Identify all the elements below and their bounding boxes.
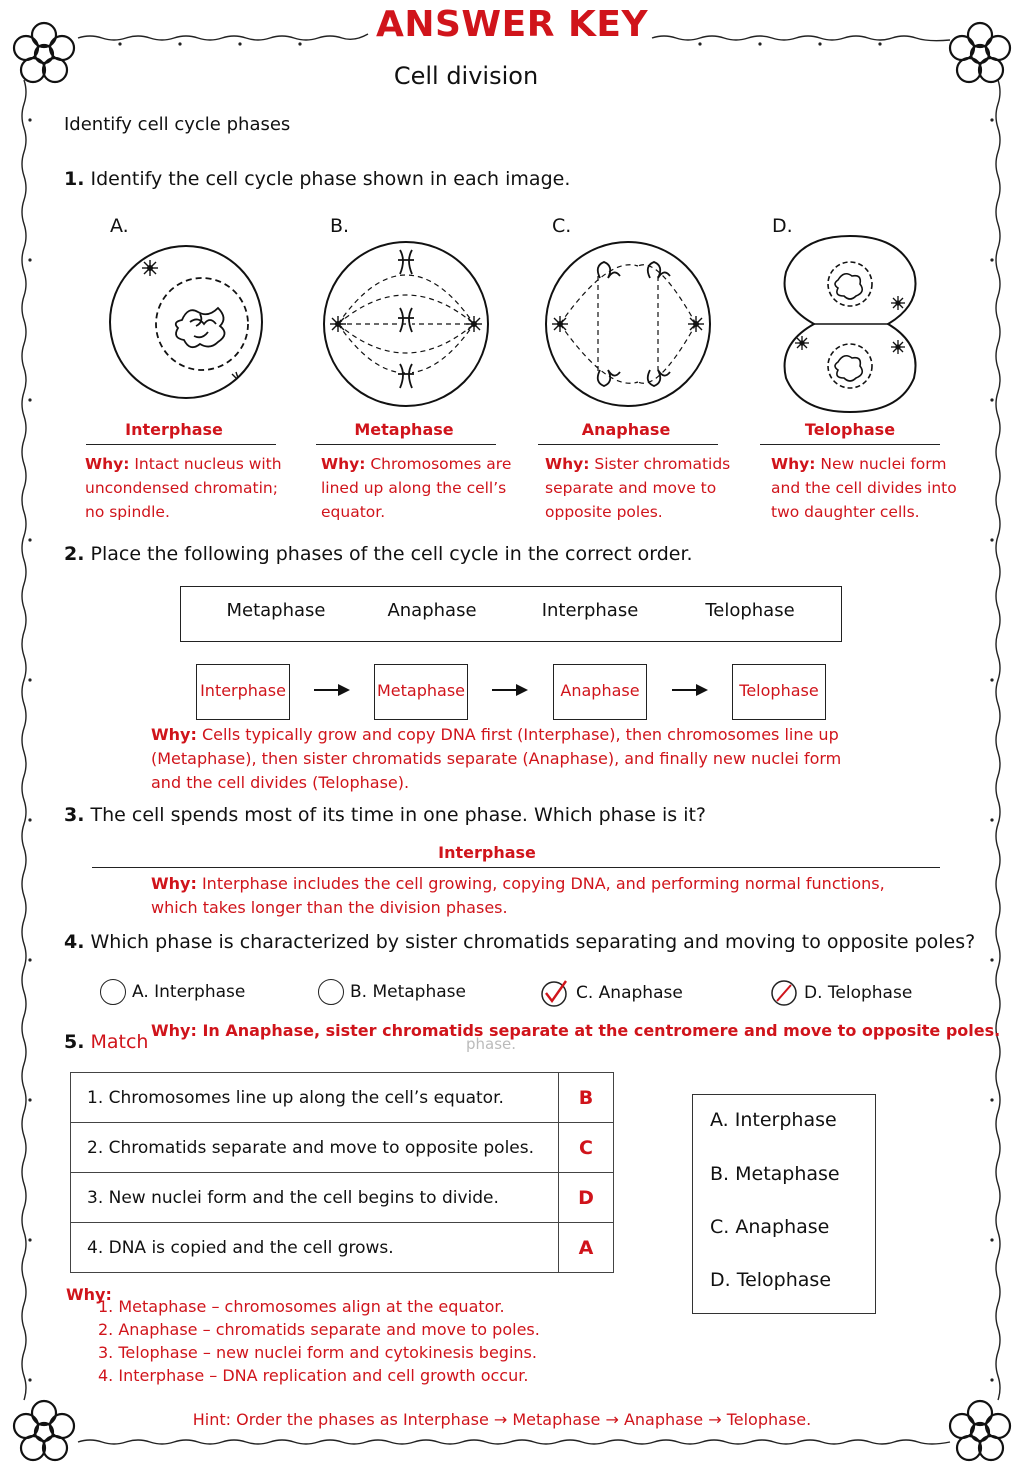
- word-bank-item: Metaphase: [226, 600, 326, 621]
- item-b-letter: B.: [330, 215, 350, 237]
- match-option: C. Anaphase: [710, 1216, 830, 1238]
- question-2: [64, 543, 693, 565]
- option-b[interactable]: B. Metaphase: [318, 979, 466, 1005]
- answer-line-c: [538, 444, 718, 445]
- page-title: ANSWER KEY: [375, 4, 649, 45]
- table-row: 3. New nuclei form and the cell begins to divide. D: [71, 1173, 614, 1223]
- answer-c: Anaphase: [581, 420, 671, 439]
- why-q2: Why: Cells typically grow and copy DNA first (Interphase), then chromosomes line up (Metaphase), then sister chromatids separate (Anaphase), and finally new nuclei form and the cell divides (Telophase).: [151, 725, 842, 792]
- order-answer-4: Telophase: [732, 664, 826, 720]
- why-q4: Why: In Anaphase, sister chromatids separate at the centromere and move to opposite poles.: [151, 1021, 1001, 1040]
- question-number: 5.: [64, 1031, 85, 1053]
- item-a-letter: A.: [110, 215, 129, 237]
- order-answer-3: Anaphase: [553, 664, 647, 720]
- why-a: Why: Intact nucleus with uncondensed chromatin; no spindle.: [85, 455, 282, 521]
- table-row: 2. Chromatids separate and move to opposite poles. C: [71, 1123, 614, 1173]
- option-d[interactable]: D. Telophase: [770, 979, 912, 1007]
- why-q3: Why: Interphase includes the cell growing, copying DNA, and performing normal functions, which takes longer than the division phases.: [151, 874, 885, 917]
- option-a[interactable]: A. Interphase: [100, 979, 245, 1005]
- table-row: 1. Chromosomes line up along the cell’s equator. B: [71, 1073, 614, 1123]
- why-b: Why: Chromosomes are lined up along the cell’s equator.: [321, 455, 512, 521]
- crossed-out-icon[interactable]: [770, 979, 798, 1007]
- match-option: D. Telophase: [710, 1269, 832, 1291]
- answer-line-b: [316, 444, 496, 445]
- order-answer-2: Metaphase: [374, 664, 468, 720]
- question-1: [64, 168, 570, 190]
- word-bank-item: Interphase: [541, 600, 639, 621]
- answer-q3: Interphase: [438, 843, 536, 862]
- question-4: [64, 931, 975, 953]
- word-bank-item: Telophase: [705, 600, 795, 621]
- matching-table: [70, 1072, 614, 1273]
- arrow-right-icon: [490, 680, 530, 700]
- check-mark-icon[interactable]: [540, 979, 570, 1007]
- metaphase-cell-image: [316, 236, 496, 412]
- why-q5-label: Why:: [66, 1285, 112, 1304]
- answer-b: Metaphase: [354, 420, 454, 439]
- radio-unselected-icon[interactable]: [100, 979, 126, 1005]
- item-d-letter: D.: [772, 215, 793, 237]
- option-c[interactable]: C. Anaphase: [540, 979, 683, 1007]
- faded-text: phase.: [466, 1035, 517, 1053]
- question-3: [64, 804, 706, 826]
- answer-line-a: [86, 444, 276, 445]
- section-heading: Identify cell cycle phases: [64, 114, 291, 135]
- interphase-cell-image: [96, 244, 276, 404]
- question-text: Match: [90, 1031, 149, 1053]
- question-text: Identify the cell cycle phase shown in each image.: [90, 168, 571, 190]
- arrow-right-icon: [312, 680, 352, 700]
- item-c-letter: C.: [552, 215, 572, 237]
- word-bank-item: Anaphase: [387, 600, 477, 621]
- question-number: 4.: [64, 931, 85, 953]
- order-answer-1: Interphase: [196, 664, 290, 720]
- question-text: Which phase is characterized by sister chromatids separating and moving to opposite poles?: [90, 931, 976, 953]
- question-text: Place the following phases of the cell cycle in the correct order.: [90, 543, 693, 565]
- answer-d: Telophase: [804, 420, 896, 439]
- answer-line-d: [760, 444, 940, 445]
- question-5: [64, 1031, 148, 1053]
- hint-text: Hint: Order the phases as Interphase → Metaphase → Anaphase → Telophase.: [192, 1410, 812, 1429]
- why-q5: 1. Metaphase – chromosomes align at the equator. 2. Anaphase – chromatids separate and move to poles. 3. Telophase – new nuclei form and cytokinesis begins. 4. Interphase – DNA replication and cell growth occur.: [98, 1297, 540, 1385]
- why-c: Why: Sister chromatids separate and move to opposite poles.: [545, 455, 731, 521]
- match-option: B. Metaphase: [710, 1163, 840, 1185]
- radio-unselected-icon[interactable]: [318, 979, 344, 1005]
- question-text: The cell spends most of its time in one phase. Which phase is it?: [90, 804, 707, 826]
- why-d: Why: New nuclei form and the cell divides into two daughter cells.: [771, 455, 957, 521]
- page-subtitle: Cell division: [393, 62, 539, 90]
- match-option: A. Interphase: [710, 1109, 837, 1131]
- question-number: 3.: [64, 804, 85, 826]
- answer-line-q3: [92, 867, 940, 868]
- table-row: 4. DNA is copied and the cell grows. A: [71, 1223, 614, 1273]
- question-number: 2.: [64, 543, 85, 565]
- anaphase-cell-image: [538, 236, 718, 412]
- question-number: 1.: [64, 168, 85, 190]
- answer-a: Interphase: [125, 420, 223, 439]
- arrow-right-icon: [670, 680, 710, 700]
- telophase-cell-image: [772, 232, 932, 416]
